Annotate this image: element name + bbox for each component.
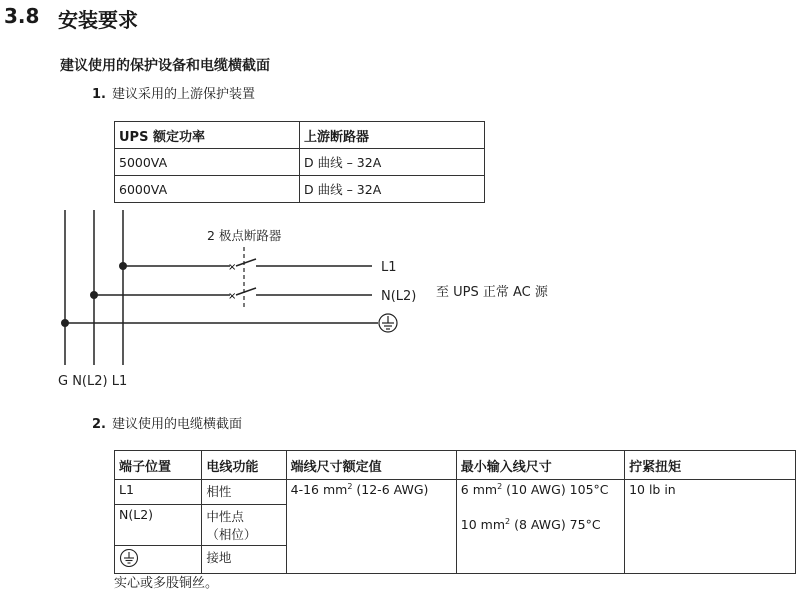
column-header: 端线尺寸额定值: [286, 451, 456, 480]
section-number: 3.8: [4, 4, 40, 28]
cable-table: [114, 450, 796, 574]
list-item-number: 2.: [92, 417, 106, 432]
list-item-2: [92, 413, 242, 432]
min-size-1: [461, 482, 620, 497]
table-cell: 相性: [202, 480, 286, 505]
rating-text-rest: (12-6 AWG): [352, 482, 429, 498]
table-row: [115, 480, 796, 505]
column-header: 上游断路器: [300, 122, 485, 149]
wiring-diagram: [0, 205, 600, 395]
list-item-1: [92, 83, 255, 102]
section-title: 安装要求: [58, 8, 138, 32]
sub-heading: 建议使用的保护设备和电缆横截面: [60, 58, 270, 74]
rating-text: 4-16 mm: [290, 482, 348, 498]
column-header: 电线功能: [202, 451, 286, 480]
table-cell: [202, 505, 286, 546]
footnote: 实心或多股铜丝。: [114, 576, 219, 591]
l1-label: L1: [381, 260, 397, 275]
table-header-row: [115, 451, 796, 480]
min-size-cell: [456, 480, 624, 574]
table-cell: D 曲线 – 32A: [300, 176, 485, 203]
destination-label: 至 UPS 正常 AC 源: [436, 285, 548, 300]
table-cell: N(L2): [115, 505, 202, 546]
column-header: 端子位置: [115, 451, 202, 480]
table-row: [115, 176, 485, 203]
function-line-2: （相位）: [206, 527, 257, 542]
table-cell: [115, 546, 202, 574]
column-header: 最小输入线尺寸: [456, 451, 624, 480]
min-size-1-text: 6 mm: [460, 482, 498, 498]
neutral-breaker-x: ×: [228, 291, 237, 302]
list-item-text: 建议使用的电缆横截面: [111, 417, 242, 432]
table-header-row: [115, 122, 485, 149]
rating-cell: [286, 480, 456, 574]
table-cell: D 曲线 – 32A: [300, 149, 485, 176]
column-header: 拧紧扭矩: [625, 451, 796, 480]
min-size-1-rest: (10 AWG) 105°C: [502, 482, 609, 498]
table-cell: L1: [115, 480, 202, 505]
torque-cell: 10 lb in: [625, 480, 796, 574]
superscript: 2: [347, 482, 353, 491]
table-row: [115, 149, 485, 176]
neutral-breaker-contact: [236, 288, 256, 295]
table-cell: 5000VA: [115, 149, 300, 176]
list-item-text: 建议采用的上游保护装置: [111, 87, 255, 102]
column-header: UPS 额定功率: [115, 122, 300, 149]
function-line-1: 中性点: [206, 509, 244, 524]
superscript: 2: [505, 517, 511, 527]
ground-symbol-icon: [379, 314, 397, 332]
table-cell: 接地: [202, 546, 286, 574]
bus-labels: G N(L2) L1: [58, 374, 128, 389]
min-size-2-text: 10 mm: [460, 517, 506, 533]
ground-symbol-icon: [119, 548, 141, 568]
breaker-label: 2 极点断路器: [207, 228, 282, 243]
min-size-2-rest: (8 AWG) 75°C: [510, 517, 601, 533]
min-size-2: [461, 517, 620, 532]
table-cell: 6000VA: [115, 176, 300, 203]
l1-breaker-x: ×: [228, 262, 237, 273]
l1-breaker-contact: [236, 259, 256, 266]
superscript: 2: [497, 482, 503, 491]
breaker-table: [114, 121, 485, 203]
list-item-number: 1.: [92, 87, 106, 102]
neutral-label: N(L2): [381, 289, 417, 304]
